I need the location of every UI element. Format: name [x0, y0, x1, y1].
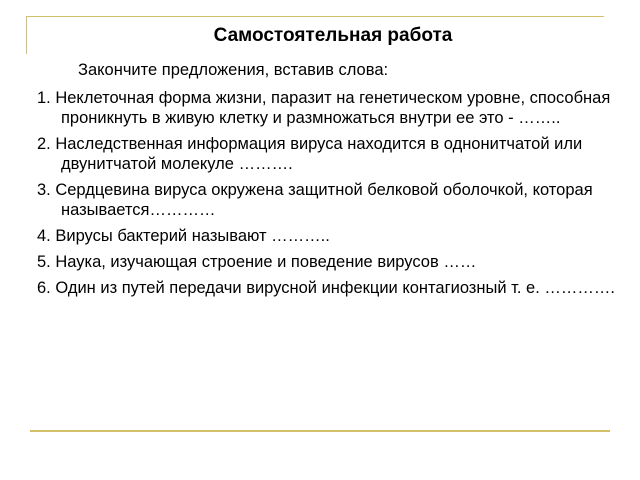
task-item-1: 1. Неклеточная форма жизни, паразит на генетическом уровне, способная проникнуть в живую клетку и размножаться внутри ее это - ……..: [37, 89, 611, 127]
slide-title: Самостоятельная работа: [213, 25, 453, 46]
instruction-text: Закончите предложения, вставив слова:: [78, 61, 389, 79]
frame-bottom-line: [30, 430, 610, 432]
task-item-2: 2. Наследственная информация вируса находится в однонитчатой или двунитчатой молекуле ……….: [37, 135, 583, 173]
task-list: [37, 88, 633, 304]
task-item-5: 5. Наука, изучающая строение и поведение вирусов ……: [37, 253, 477, 271]
frame-top-line: [26, 16, 604, 17]
task-item-4: 4. Вирусы бактерий называют ………..: [37, 227, 330, 245]
task-item-3: 3. Сердцевина вируса окружена защитной белковой оболочкой, которая называется…………: [37, 181, 593, 219]
task-item-6: 6. Один из путей передачи вирусной инфекции контагиозный т. е. ………….: [37, 279, 615, 297]
